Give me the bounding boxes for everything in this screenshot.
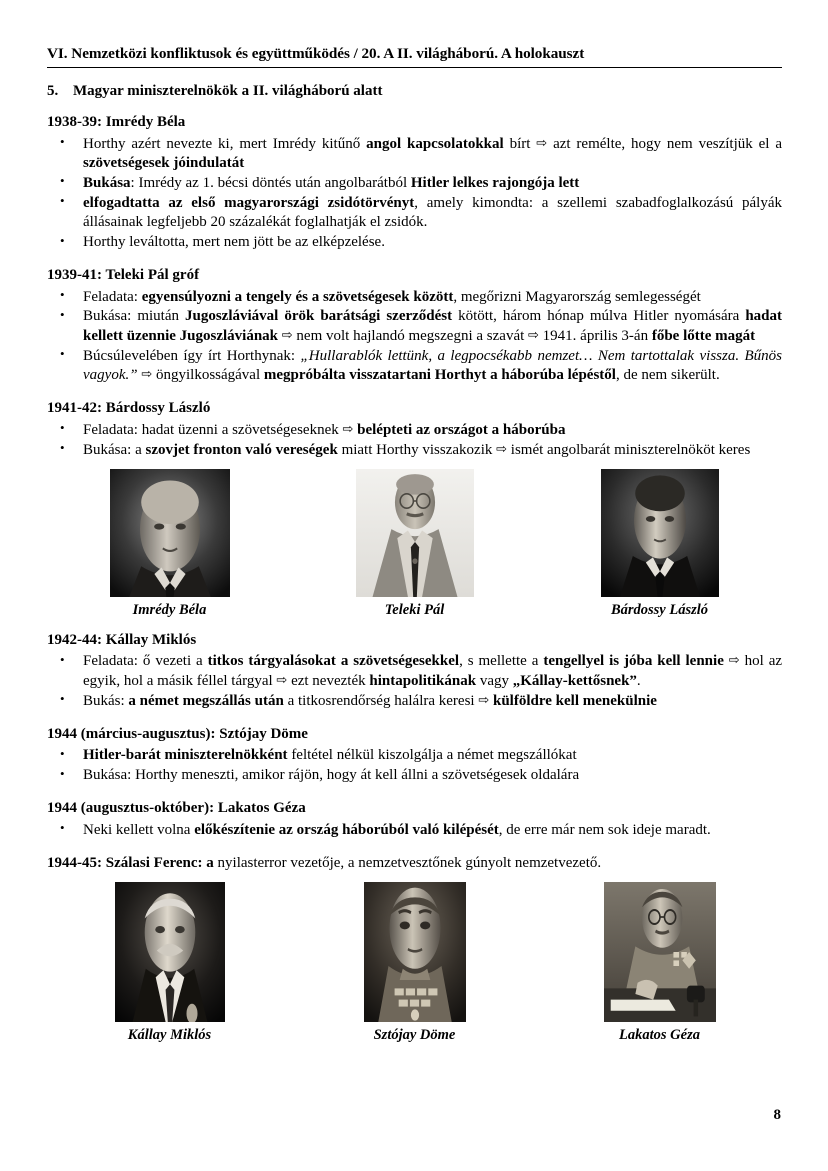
entry-block <box>47 399 782 460</box>
entry-list <box>47 113 782 1044</box>
kallay-miklos-portrait <box>115 882 225 1022</box>
running-head: VI. Nemzetközi konfliktusok és együttműködés / 20. A II. világháború. A holokauszt <box>47 45 585 62</box>
spacer <box>47 841 782 854</box>
portrait-cell <box>292 882 537 1044</box>
entry-block <box>47 631 782 711</box>
spacer <box>47 619 782 631</box>
portrait-cell <box>537 882 782 1044</box>
entry-heading: 1942-44: Kállay Miklós <box>47 631 197 648</box>
szalasi-heading <box>47 854 782 874</box>
lakatos-geza-portrait <box>604 882 716 1022</box>
section-title-text: Magyar miniszterelnökök a II. világháború alatt <box>73 83 383 99</box>
entry-bullet-list <box>47 421 782 460</box>
spacer <box>47 253 782 266</box>
bullet-item: • Horthy azért nevezte ki, mert Imrédy kitűnő angol kapcsolatokkal bírt ⇨ azt remélte, hogy nem veszítjük el a szövetségesek jóindulatát <box>47 135 782 174</box>
bullet-item: • elfogadtatta az első magyarországi zsidótörvényt, amely kimondta: a szellemi szabadfoglalkozású pályák állásainak legfeljebb 20 százalékát foglalhatják el zsidók. <box>47 194 782 233</box>
portrait-row <box>47 882 782 1044</box>
portrait-cell <box>292 469 537 619</box>
section-number: 5. <box>47 83 59 99</box>
bullet-item: • Feladata: egyensúlyozni a tengely és a szövetségesek között, megőrizni Magyarország semlegességét <box>47 288 782 307</box>
spacer <box>47 386 782 399</box>
entry-bullet-list <box>47 652 782 711</box>
entry-block <box>47 266 782 386</box>
portrait-cell <box>47 882 292 1044</box>
bullet-item: • Búcsúlevelében így írt Horthynak: „Hullarablók lettünk, a legpocsékabb nemzet… Nem tartottalak vissza. Bűnös vagyok.” ⇨ öngyilkosságával megpróbálta visszatartani Horthyt a háborúba lépéstől, de nem sikerült. <box>47 347 782 386</box>
bullet-item: • Feladata: hadat üzenni a szövetségeseknek ⇨ belépteti az országot a háborúba <box>47 421 782 440</box>
bullet-item: • Bukása: a szovjet fronton való vereségek miatt Horthy visszakozik ⇨ ismét angolbarát miniszterelnököt keres <box>47 441 782 460</box>
spacer <box>47 712 782 725</box>
szalasi-heading-bold: 1944-45: Szálasi Ferenc: a <box>47 854 214 871</box>
entry-bullet-list <box>47 821 782 840</box>
bullet-item: • Bukása: miután Jugoszláviával örök barátsági szerződést kötött, három hónap múlva Hitler nyomására hadat kellett üzennie Jugoszláviának ⇨ nem volt hajlandó megszegni a szavát ⇨ 1941. április 3-án főbe lőtte magát <box>47 307 782 346</box>
bullet-item: • Bukása: Horthy meneszti, amikor rájön, hogy át kell állni a szövetségesek oldalára <box>47 766 782 785</box>
entry-bullet-list <box>47 746 782 785</box>
section-title <box>47 83 782 100</box>
szalasi-heading-rest: nyilasterror vezetője, a nemzetvesztőnek gúnyolt nemzetvezető. <box>217 854 602 871</box>
bullet-item: • Bukása: Imrédy az 1. bécsi döntés után angolbarátból Hitler lelkes rajongója lett <box>47 174 782 193</box>
portrait-caption: Kállay Miklós <box>127 1027 212 1044</box>
entry-block <box>47 799 782 840</box>
bullet-item: • Neki kellett volna előkészítenie az ország háborúból való kilépését, de erre már nem sok ideje maradt. <box>47 821 782 840</box>
portrait-row <box>47 469 782 619</box>
bullet-item: • Feladata: ő vezeti a titkos tárgyalásokat a szövetségesekkel, s mellette a tengellyel is jóba kell lennie ⇨ hol az egyik, hol a másik féllel tárgyal ⇨ ezt nevezték hintapolitikának vagy „Kállay-kettősnek”. <box>47 652 782 691</box>
entry-block <box>47 725 782 786</box>
entry-block <box>47 113 782 253</box>
page-number: 8 <box>773 1107 781 1123</box>
portrait-caption: Sztójay Döme <box>373 1027 456 1044</box>
entry-heading: 1941-42: Bárdossy László <box>47 400 211 417</box>
entry-bullet-list <box>47 288 782 386</box>
imredy-bela-portrait <box>110 469 230 597</box>
sztojay-dome-portrait <box>364 882 466 1022</box>
header-divider <box>47 67 782 68</box>
page-content <box>47 44 782 1044</box>
portrait-caption: Bárdossy László <box>610 601 709 618</box>
portrait-caption: Teleki Pál <box>384 601 445 618</box>
portrait-cell <box>537 469 782 619</box>
entry-heading: 1944 (augusztus-október): Lakatos Géza <box>47 800 306 817</box>
bullet-item: • Hitler-barát miniszterelnökként feltétel nélkül kiszolgálja a német megszállókat <box>47 746 782 765</box>
entry-bullet-list <box>47 135 782 253</box>
bullet-item: • Bukás: a német megszállás után a titkosrendőrség halálra keresi ⇨ külföldre kell menekülnie <box>47 692 782 711</box>
bullet-item: • Horthy leváltotta, mert nem jött be az elképzelése. <box>47 233 782 252</box>
portrait-caption: Imrédy Béla <box>132 601 207 618</box>
spacer <box>47 786 782 799</box>
entry-heading: 1938-39: Imrédy Béla <box>47 114 186 130</box>
bardossy-laszlo-portrait <box>601 469 719 597</box>
teleki-pal-portrait <box>356 469 474 597</box>
entry-heading: 1944 (március-augusztus): Sztójay Döme <box>47 725 308 742</box>
entry-heading: 1939-41: Teleki Pál gróf <box>47 267 200 284</box>
portrait-caption: Lakatos Géza <box>619 1027 700 1044</box>
portrait-cell <box>47 469 292 619</box>
